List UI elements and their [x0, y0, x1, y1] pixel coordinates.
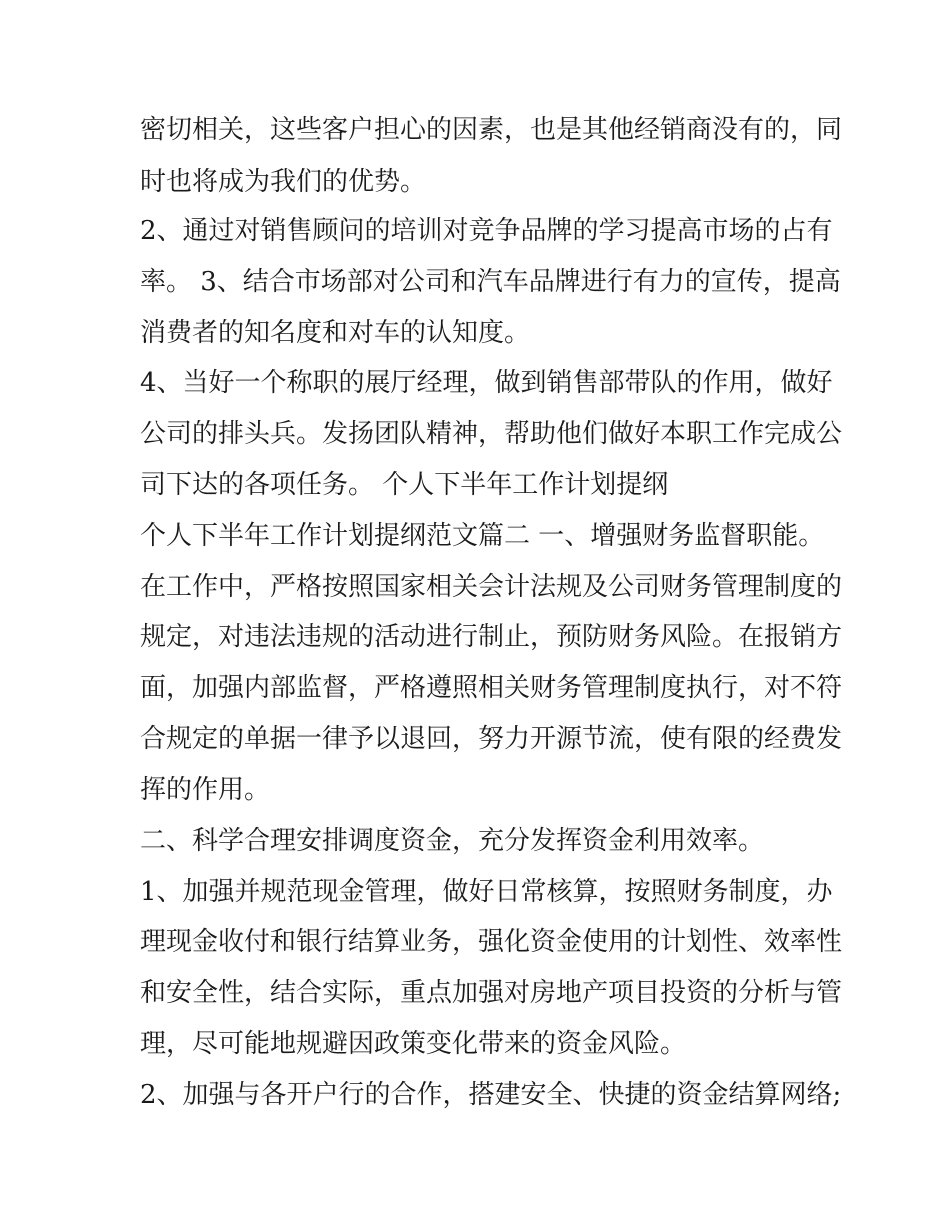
text-line: 挥的作用。 — [140, 775, 271, 805]
text-line: 理，尽可能地规避因政策变化带来的资金风险。 — [140, 1029, 687, 1059]
text-line: 理现金收付和银行结算业务，强化资金使用的计划性、效率性 — [140, 927, 843, 957]
text-line: 时也将成为我们的优势。 — [140, 167, 427, 197]
text-line: 密切相关，这些客户担心的因素，也是其他经销商没有的，同 — [140, 115, 843, 145]
text-line: 个人下半年工作计划提纲范文篇二 一、增强财务监督职能。 — [140, 521, 825, 551]
text-line: 规定，对违法违规的活动进行制止，预防财务风险。在报销方 — [140, 622, 843, 652]
text-line: 公司的排头兵。发扬团队精神，帮助他们做好本职工作完成公 — [140, 419, 843, 449]
text-line: 2、通过对销售顾问的培训对竞争品牌的学习提高市场的占有 — [140, 216, 833, 246]
text-line: 4、当好一个称职的展厅经理，做到销售部带队的作用，做好 — [140, 368, 833, 398]
text-line: 率。 3、结合市场部对公司和汽车品牌进行有力的宣传，提高 — [140, 267, 841, 297]
text-line: 司下达的各项任务。 个人下半年工作计划提纲 — [140, 470, 669, 500]
text-line: 二、科学合理安排调度资金，充分发挥资金利用效率。 — [140, 826, 765, 856]
text-line: 2、加强与各开户行的合作，搭建安全、快捷的资金结算网络; — [140, 1080, 842, 1110]
text-line: 面，加强内部监督，严格遵照相关财务管理制度执行，对不符 — [140, 673, 843, 703]
text-line: 和安全性，结合实际，重点加强对房地产项目投资的分析与管 — [140, 978, 843, 1008]
text-line: 消费者的知名度和对车的认知度。 — [140, 318, 531, 348]
text-line: 合规定的单据一律予以退回，努力开源节流，使有限的经费发 — [140, 724, 843, 754]
text-line: 在工作中，严格按照国家相关会计法规及公司财务管理制度的 — [140, 572, 843, 602]
text-line: 1、加强并规范现金管理，做好日常核算，按照财务制度，办 — [140, 877, 833, 907]
